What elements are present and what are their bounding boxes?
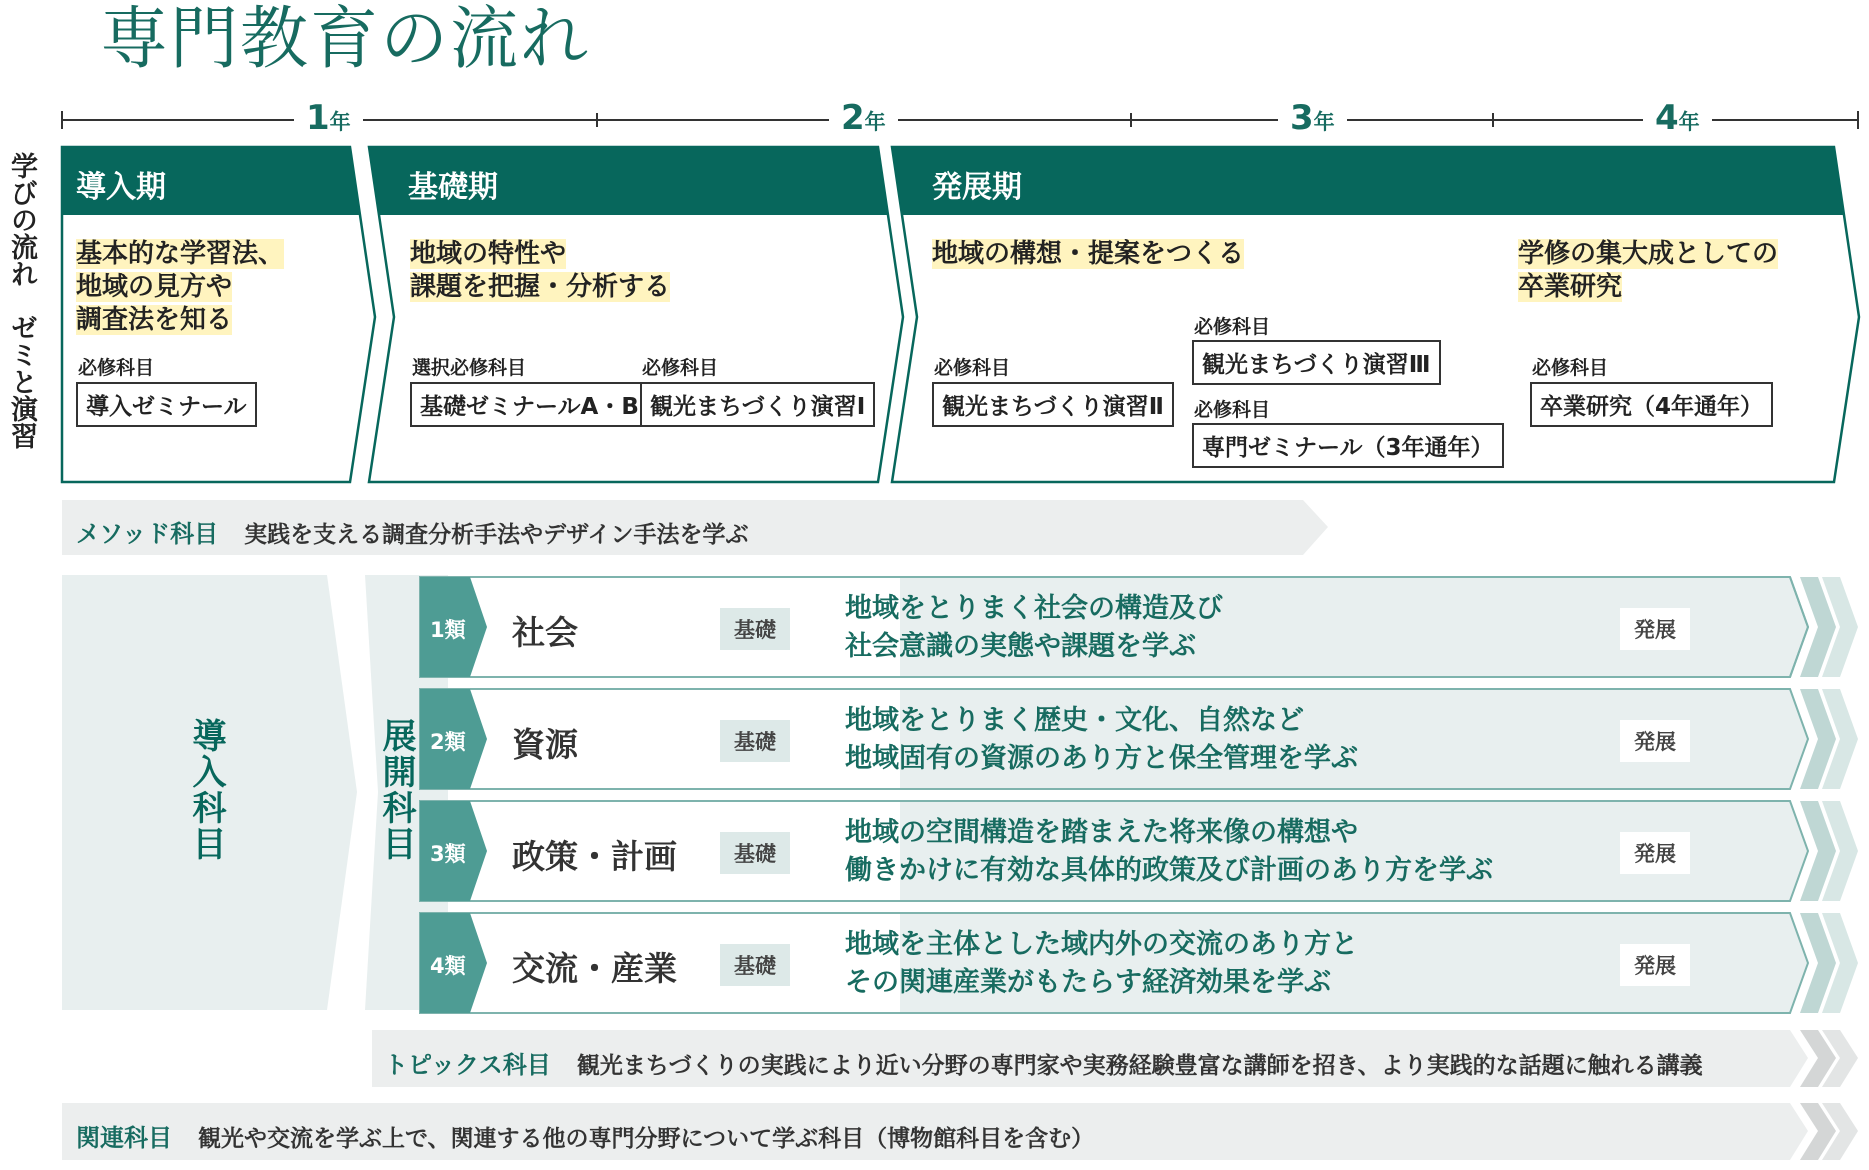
row-2-basic-tag: 基礎 [720, 720, 790, 762]
course-box-intro-seminar: 導入ゼミナール [76, 382, 257, 427]
row-3-advanced-tag: 発展 [1620, 832, 1690, 874]
row-4-name: 交流・産業 [512, 949, 677, 988]
phase-3-course-label-4: 必修科目 [1532, 357, 1609, 379]
course-box-graduation-research: 卒業研究（4年通年） [1530, 382, 1773, 427]
row-1-basic-tag: 基礎 [720, 608, 790, 650]
row-2-description: 地域をとりまく歴史・文化、自然など 地域固有の資源のあり方と保全管理を学ぶ [845, 705, 1358, 774]
row-1-description: 地域をとりまく社会の構造及び 社会意識の実態や課題を学ぶ [845, 593, 1223, 662]
course-box-practice-1: 観光まちづくり演習Ⅰ [640, 382, 875, 427]
year-3-label: 3年 [1278, 98, 1347, 142]
topics-band [384, 1045, 1703, 1080]
year-4-label: 4年 [1643, 98, 1712, 142]
row-3-description: 地域の空間構造を踏まえた将来像の構想や 働きかけに有効な具体的政策及び計画のあり方を学ぶ [845, 817, 1493, 886]
row-2-number: 2類 [430, 730, 466, 754]
course-box-basic-seminar: 基礎ゼミナールA・B [410, 382, 649, 427]
phase-3-course-label-1: 必修科目 [934, 357, 1011, 379]
year-1-label: 1年 [294, 98, 363, 142]
phase-3-course-label-2: 必修科目 [1194, 316, 1271, 338]
method-text: 実践を支える調査分析手法やデザイン手法を学ぶ [244, 522, 749, 548]
row-4-basic-tag: 基礎 [720, 944, 790, 986]
phase-3-goal: 地域の構想・提案をつくる [932, 239, 1245, 269]
related-band [76, 1118, 1094, 1153]
topics-label: トピックス科目 [384, 1051, 551, 1079]
row-4-number: 4類 [430, 954, 466, 978]
row-3-number: 3類 [430, 842, 466, 866]
method-label: メソッド科目 [76, 520, 219, 548]
row-1-name: 社会 [512, 613, 578, 652]
phase-1-goal: 基本的な学習法、 地域の見方や 調査法を知る [76, 239, 285, 335]
related-text: 観光や交流を学ぶ上で、関連する他の専門分野について学ぶ科目（博物館科目を含む） [198, 1126, 1095, 1152]
year-2-label: 2年 [829, 98, 898, 142]
phase-3-goal-graduation: 学修の集大成としての 卒業研究 [1518, 239, 1779, 302]
course-box-practice-2: 観光まちづくり演習Ⅱ [932, 382, 1174, 427]
related-label: 関連科目 [76, 1124, 172, 1152]
page-title: 専門教育の流れ [100, 0, 591, 79]
row-2-name: 資源 [512, 725, 578, 764]
phase-2-goal: 地域の特性や 課題を把握・分析する [410, 239, 671, 302]
phase-3-header [892, 147, 1843, 215]
intro-subject-label: 導入科目 [186, 718, 226, 862]
phase-2-course-label-2: 必修科目 [642, 357, 719, 379]
phase-1-title: 導入期 [76, 170, 166, 205]
row-1-number: 1類 [430, 618, 466, 642]
course-box-specialized-seminar: 専門ゼミナール（3年通年） [1192, 423, 1504, 468]
method-band [76, 514, 748, 549]
row-3-name: 政策・計画 [512, 837, 677, 876]
phase-1-course-label: 必修科目 [78, 357, 155, 379]
row-4-description: 地域を主体とした域内外の交流のあり方と その関連産業がもたらす経済効果を学ぶ [845, 929, 1358, 998]
phase-3-title: 発展期 [932, 170, 1022, 205]
course-box-practice-3: 観光まちづくり演習Ⅲ [1192, 340, 1441, 385]
row-3-basic-tag: 基礎 [720, 832, 790, 874]
row-2-advanced-tag: 発展 [1620, 720, 1690, 762]
row-4-advanced-tag: 発展 [1620, 944, 1690, 986]
dev-subject-label: 展開科目 [376, 718, 416, 862]
row-1-advanced-tag: 発展 [1620, 608, 1690, 650]
learning-flow-label: 学びの流れ ゼミと演習 [6, 152, 37, 449]
phase-3-course-label-3: 必修科目 [1194, 399, 1271, 421]
phase-2-title: 基礎期 [408, 170, 498, 205]
phase-2-course-label-1: 選択必修科目 [412, 357, 527, 379]
topics-text: 観光まちづくりの実践により近い分野の専門家や実務経験豊富な講師を招き、より実践的な話題に触れる講義 [576, 1053, 1703, 1079]
